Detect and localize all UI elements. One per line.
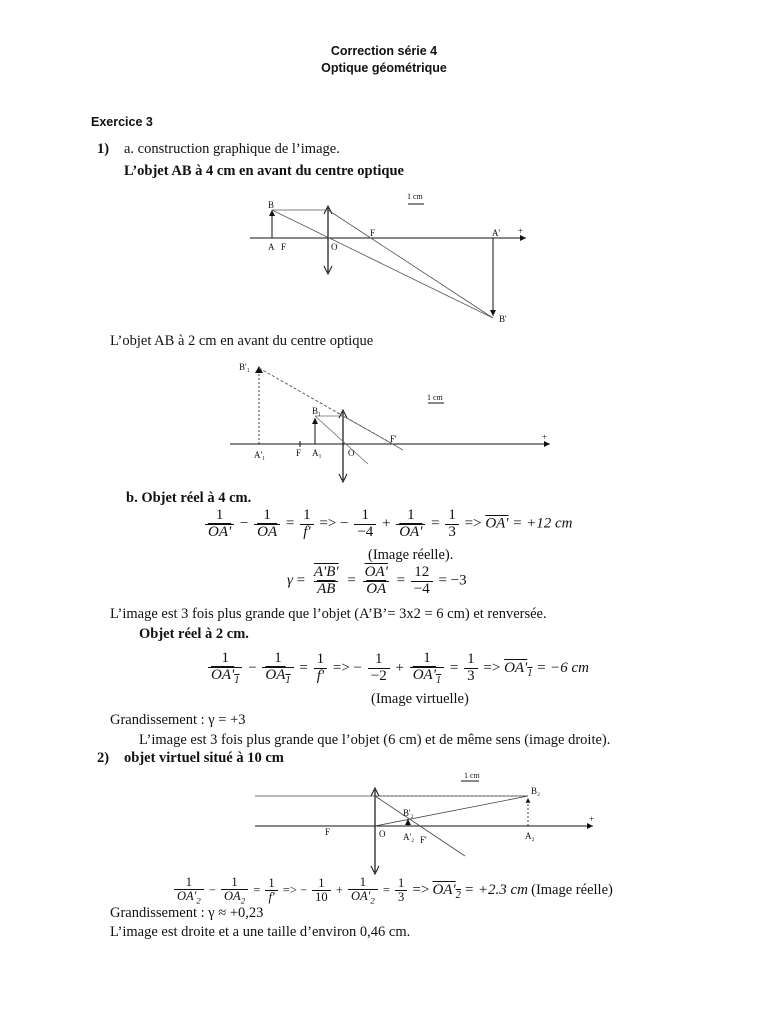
op-equals: = — [296, 572, 306, 589]
label-F: F — [296, 448, 302, 458]
op-equals: = — [449, 659, 459, 676]
result-symbol — [504, 659, 533, 679]
result-value: = +12 cm — [512, 515, 573, 532]
part1-number: 1) — [97, 141, 110, 157]
result-symbol-text: OA' — [432, 881, 456, 898]
frac-num: 1 — [231, 875, 238, 889]
frac-1-over-3 — [445, 508, 459, 541]
op-minus: − — [208, 882, 216, 897]
equation-conjugation-1 — [203, 508, 573, 541]
frac-1-over-OA2 — [221, 876, 248, 906]
subscript: 1 — [285, 674, 291, 686]
frac-den-text: OA' — [412, 666, 436, 683]
gamma-symbol: γ — [287, 572, 293, 589]
op-equals: = — [382, 882, 390, 897]
op-equals: = — [253, 882, 261, 897]
frac-num: 1 — [448, 507, 456, 523]
subscript: 2 — [370, 895, 375, 906]
subscript: 2 — [240, 895, 246, 906]
frac-1-over-OAp1 — [410, 651, 444, 686]
axis-plus-sign: + — [589, 814, 595, 824]
frac-num: 1 — [274, 650, 282, 666]
axis-plus-sign: + — [518, 226, 524, 236]
frac-num: 1 — [361, 507, 370, 523]
frac-den-text: OA' — [211, 666, 235, 683]
frac-den: f' — [314, 668, 327, 685]
frac-ApBp-over-AB — [311, 565, 342, 598]
op-equals: = — [299, 659, 308, 676]
frac-den: 10 — [312, 890, 331, 904]
label-Bprime1: B'₁ — [239, 362, 250, 372]
label-Bprime2: B'₂ — [403, 808, 414, 818]
op-equals: = — [285, 515, 295, 532]
exercise-label: Exercice 3 — [91, 115, 153, 129]
part1-b-title — [126, 490, 251, 507]
label-Aprime2: A'₂ — [403, 832, 415, 842]
scale-label: 1 cm — [407, 192, 423, 201]
frac-1-over-OA1 — [262, 651, 293, 686]
subscript: 1 — [527, 667, 533, 679]
frac-num: 1 — [263, 507, 271, 523]
frac-den — [348, 889, 378, 906]
frac-num: 1 — [467, 651, 475, 668]
frac-num: 1 — [268, 876, 275, 891]
label-Bprime: B' — [499, 314, 507, 324]
op-equals: = — [347, 572, 356, 589]
frac-den: OA' — [396, 524, 425, 541]
label-Fprime: F' — [390, 434, 397, 444]
op-plus: + — [335, 882, 343, 897]
frac-1-over-f — [300, 508, 314, 541]
frac-num: 1 — [221, 650, 229, 666]
frac-1-over-f — [314, 652, 328, 685]
label-A2: A₂ — [525, 831, 535, 841]
case1-title: L’objet AB à 4 cm en avant du centre optique — [124, 163, 404, 179]
ray-extension-2 — [259, 368, 343, 416]
frac-den-text: OA — [224, 889, 241, 904]
op-minus: − — [248, 659, 257, 676]
frac-den: OA — [363, 581, 389, 598]
label-B2: B₂ — [531, 786, 541, 796]
frac-1-over-3 — [464, 652, 478, 685]
frac-1-over-OAp — [205, 508, 234, 541]
frac-den-text: OA' — [177, 889, 197, 904]
label-Aprime1: A'₁ — [254, 450, 266, 460]
virtual-image-arrowhead — [255, 366, 263, 373]
label-Aprime: A' — [492, 228, 501, 238]
result-symbol: OA' — [485, 515, 509, 532]
label-A1: A₁ — [312, 448, 322, 458]
label-B1: B₁ — [312, 406, 322, 416]
frac-den: OA' — [205, 524, 234, 541]
part2-number: 2) — [97, 750, 110, 766]
label-Fprime: F' — [420, 835, 427, 845]
frac-den: −4 — [411, 581, 433, 598]
part2-title: objet virtuel situé à 10 cm — [124, 750, 284, 766]
case2-heading: Objet réel à 2 cm. — [139, 626, 249, 642]
part1-b-title-text: b. Objet réel à 4 cm. — [126, 490, 252, 506]
frac-num: A'B' — [313, 564, 339, 580]
figure-1-ray-diagram — [248, 186, 533, 324]
frac-1-over-3 — [395, 877, 407, 904]
frac-den — [262, 667, 293, 686]
op-equals: = — [431, 515, 440, 532]
figure-3-ray-diagram — [253, 768, 608, 876]
doc-title-line1: Correction série 4 — [330, 44, 438, 58]
subscript: 2 — [196, 895, 201, 906]
frac-den — [208, 667, 242, 686]
frac-OAp-over-OA — [362, 565, 391, 598]
op-arrow: => — [412, 881, 430, 898]
frac-den: 3 — [445, 524, 459, 541]
ray-refracted — [343, 416, 403, 450]
equation-conjugation-3 — [172, 876, 613, 906]
frac-den — [221, 889, 248, 906]
op-arrow: => — [464, 515, 482, 532]
frac-1-over-m2 — [368, 652, 390, 685]
result-symbol-text: OA' — [504, 659, 528, 676]
result-value: = +2.3 cm — [464, 881, 528, 898]
frac-den: f' — [300, 524, 313, 541]
scale-label: 1 cm — [427, 393, 443, 402]
subscript: 1 — [234, 674, 240, 686]
eq3-note: (Image réelle) — [531, 881, 613, 898]
gamma-value: = −3 — [438, 572, 467, 589]
frac-den: 3 — [395, 890, 407, 904]
frac-num: 1 — [318, 876, 325, 891]
frac-den: f' — [265, 890, 277, 904]
frac-num: 1 — [423, 650, 431, 666]
frac-num: 1 — [407, 507, 415, 523]
frac-num: OA' — [364, 564, 388, 580]
frac-1-over-m4 — [354, 508, 376, 541]
result-value: = −6 cm — [536, 659, 589, 676]
axis-plus-sign: + — [542, 432, 548, 442]
frac-num: 1 — [185, 875, 192, 889]
op-equals: = — [396, 572, 406, 589]
label-F: F — [281, 242, 287, 252]
sentence-image-inverted: L’image est 3 fois plus grande que l’objet (A’B’= 3x2 = 6 cm) et renversée. — [110, 606, 547, 622]
subscript: 1 — [435, 674, 442, 686]
frac-1-over-10 — [312, 877, 331, 904]
label-B: B — [268, 200, 275, 210]
frac-1-over-OAp1 — [208, 651, 242, 686]
magnification-3: Grandissement : γ ≈ +0,23 — [110, 905, 264, 921]
frac-1-over-f — [265, 877, 277, 904]
frac-den: AB — [314, 581, 338, 598]
equation-magnification — [287, 565, 467, 598]
op-arrow-minus: => − — [319, 515, 349, 532]
frac-num: 1 — [375, 651, 383, 668]
frac-num: 1 — [316, 651, 325, 668]
op-plus: + — [395, 659, 404, 676]
eq2-note: (Image virtuelle) — [371, 691, 469, 707]
frac-num: 1 — [215, 507, 224, 523]
eq1-note: (Image réelle). — [368, 547, 454, 563]
frac-num: 1 — [359, 875, 366, 889]
ray-center — [315, 416, 368, 464]
frac-1-over-OAp — [396, 508, 425, 541]
ray-through-center — [272, 210, 493, 318]
frac-den: −2 — [368, 668, 390, 685]
frac-1-over-OAp2 — [348, 876, 378, 906]
frac-den — [410, 667, 444, 686]
scale-label: 1 cm — [464, 771, 480, 780]
label-O: O — [379, 829, 386, 839]
label-O: O — [348, 448, 355, 458]
sentence-image-size: L’image est droite et a une taille d’environ 0,46 cm. — [110, 924, 411, 940]
frac-num: 12 — [414, 564, 430, 580]
frac-den-text: OA' — [350, 889, 371, 904]
ray-through-focus — [328, 210, 493, 318]
frac-den: −4 — [354, 524, 376, 541]
label-Fprime: F — [370, 228, 376, 238]
label-O: O — [331, 242, 338, 252]
op-arrow-minus: => − — [282, 882, 308, 897]
sentence-image-upright: L’image est 3 fois plus grande que l’objet (6 cm) et de même sens (image droite). — [139, 732, 611, 748]
frac-den: 3 — [464, 668, 478, 685]
op-plus: + — [382, 515, 391, 532]
frac-12-over-m4 — [411, 565, 433, 598]
equation-conjugation-2 — [206, 651, 589, 686]
frac-den-text: OA — [265, 666, 286, 683]
result-symbol — [432, 881, 461, 901]
case2-title: L’objet AB à 2 cm en avant du centre optique — [110, 333, 374, 349]
frac-den: OA — [254, 524, 280, 541]
frac-num: 1 — [303, 507, 311, 523]
magnification-2: Grandissement : γ = +3 — [110, 712, 246, 728]
frac-den — [174, 889, 204, 906]
frac-num: 1 — [398, 876, 405, 891]
label-A: A — [268, 242, 275, 252]
frac-1-over-OA — [254, 508, 280, 541]
frac-1-over-OAp2 — [174, 876, 204, 906]
op-minus: − — [239, 515, 249, 532]
label-F: F — [325, 827, 331, 837]
figure-2-ray-diagram — [228, 358, 558, 488]
op-arrow-minus: => − — [332, 659, 363, 676]
part1-intro: a. construction graphique de l’image. — [124, 141, 340, 157]
doc-title-line2: Optique géométrique — [321, 61, 447, 75]
subscript: 2 — [455, 889, 461, 901]
op-arrow: => — [483, 659, 501, 676]
